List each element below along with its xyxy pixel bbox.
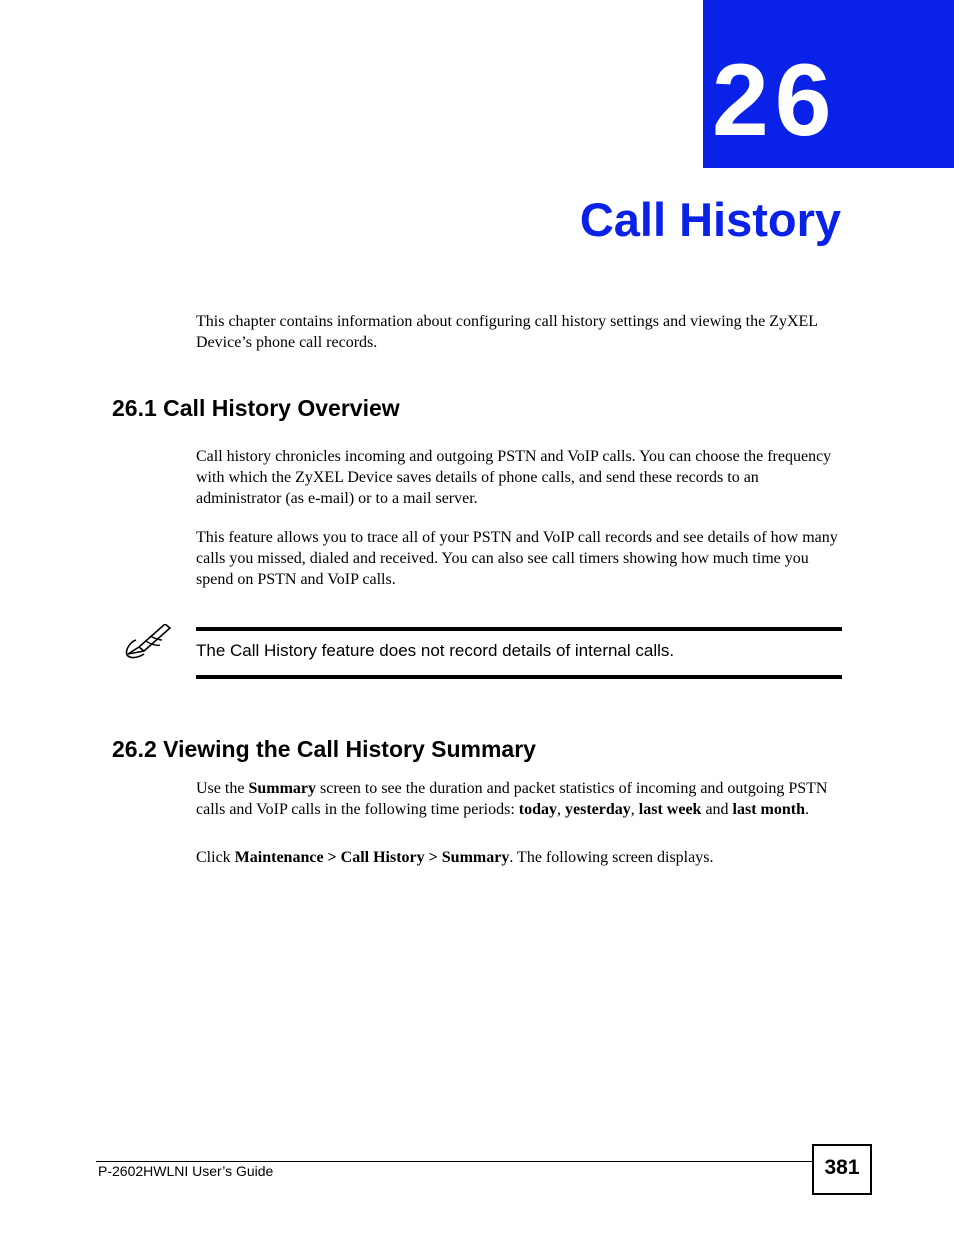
summary-bold: Summary (248, 780, 316, 797)
pencil-note-icon (124, 624, 174, 662)
last-month-bold: last month (732, 801, 805, 818)
section-heading-summary: 26.2 Viewing the Call History Summary (112, 736, 536, 762)
intro-paragraph: This chapter contains information about configuring call history settings and viewing the ZyXEL Device’s phone call records. (196, 313, 818, 351)
page-number: 381 (824, 1156, 860, 1179)
yesterday-bold: yesterday (565, 801, 631, 818)
note-top-rule (196, 627, 842, 631)
summary-paragraph-1: Use the Summary screen to see the duration and packet statistics of incoming and outgoing PSTN calls and VoIP calls in the following time periods: today, yesterday, last week and last month. (196, 780, 828, 818)
last-week-bold: last week (638, 801, 702, 818)
footer-guide-title: P-2602HWLNI User’s Guide (98, 1163, 274, 1179)
menu-path: Maintenance > Call History > Summary (234, 849, 510, 866)
chapter-title: Call History (579, 193, 841, 246)
note-bottom-rule (196, 675, 842, 679)
overview-paragraph-2: This feature allows you to trace all of your PSTN and VoIP call records and see details of how many calls you missed, dialed and received. You can also see call timers showing how much time you spend on PSTN and VoIP calls. (196, 529, 838, 588)
note-text: The Call History feature does not record details of internal calls. (196, 641, 675, 660)
overview-paragraph-1: Call history chronicles incoming and outgoing PSTN and VoIP calls. You can choose the frequency with which the ZyXEL Device saves details of phone calls, and send these records to an administrator (as e-mail) or to a mail server. (196, 448, 832, 507)
section-heading-overview: 26.1 Call History Overview (112, 395, 400, 421)
today-bold: today (518, 801, 558, 818)
summary-paragraph-2: Click Maintenance > Call History > Summary. The following screen displays. (196, 849, 714, 866)
chapter-number: 26 (712, 43, 838, 157)
